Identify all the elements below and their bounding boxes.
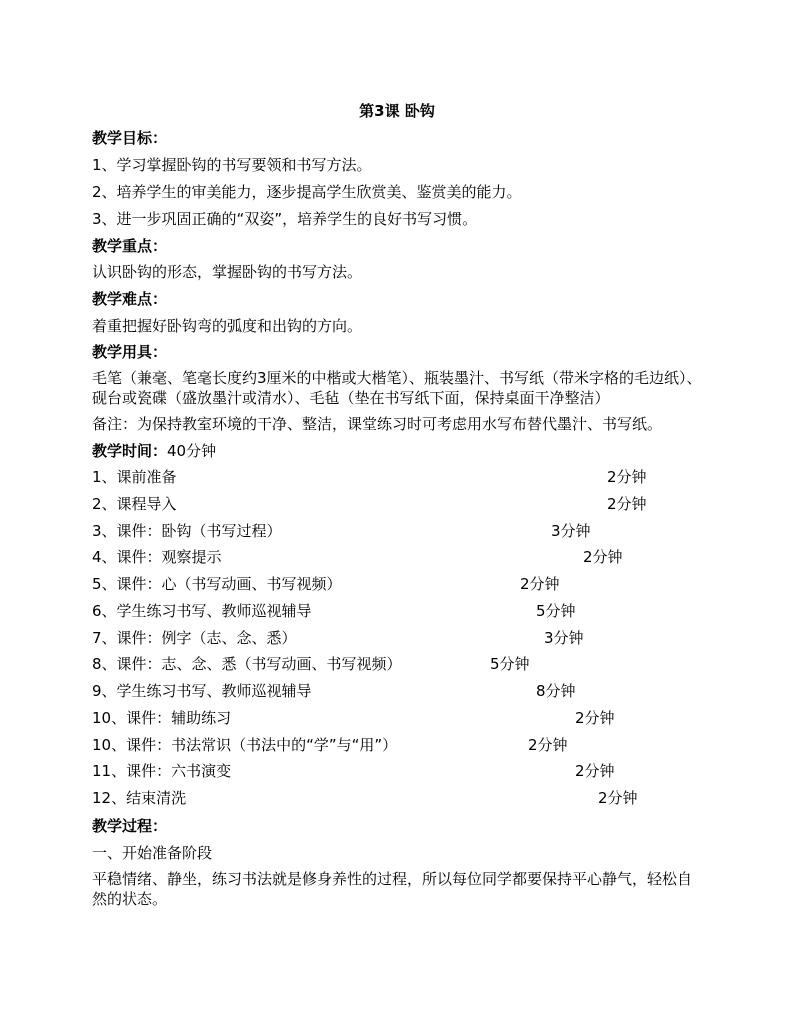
schedule-item-label: 2、课程导入 [92, 495, 177, 513]
schedule-row [92, 494, 647, 514]
schedule-item-label: 8、课件：志、念、悉（书写动画、书写视频） [92, 655, 402, 673]
schedule-row [92, 574, 560, 594]
schedule-item-label: 5、课件：心（书写动画、书写视频） [92, 575, 342, 593]
time-line [92, 441, 216, 461]
schedule-row [92, 521, 591, 541]
schedule-item-duration: 8分钟 [536, 682, 576, 700]
schedule-item-label: 9、学生练习书写、教师巡视辅导 [92, 682, 312, 700]
schedule-row [92, 547, 623, 567]
schedule-row [92, 788, 638, 808]
schedule-row [92, 601, 576, 621]
objective-item: 2、培养学生的审美能力，逐步提高学生欣赏美、鉴赏美的能力。 [92, 183, 522, 201]
schedule-row [92, 681, 576, 701]
schedule-item-label: 7、课件：例字（志、念、悉） [92, 629, 297, 647]
difficulties-heading: 教学难点： [92, 290, 168, 308]
time-total: 40分钟 [167, 442, 217, 460]
tools-heading: 教学用具： [92, 343, 168, 361]
schedule-item-label: 10、课件：辅助练习 [92, 709, 232, 727]
schedule-row [92, 761, 615, 781]
process-stage: 一、开始准备阶段 [92, 844, 213, 862]
schedule-item-duration: 3分钟 [544, 629, 584, 647]
schedule-item-label: 10、课件：书法常识（书法中的“学”与“用”） [92, 736, 398, 754]
schedule-item-label: 1、课前准备 [92, 468, 177, 486]
objectives-heading: 教学目标： [92, 129, 168, 147]
schedule-row [92, 628, 584, 648]
lesson-title: 第3课 卧钩 [359, 102, 435, 120]
schedule-row [92, 735, 568, 755]
process-text: 平稳情绪、静坐，练习书法就是修身养性的过程，所以每位同学都要保持平心静气，轻松自然的状态。 [92, 870, 693, 908]
difficulties-text: 着重把握好卧钩弯的弧度和出钩的方向。 [92, 317, 363, 335]
schedule-item-duration: 2分钟 [607, 468, 647, 486]
process-heading: 教学过程： [92, 817, 168, 835]
schedule-item-duration: 2分钟 [528, 736, 568, 754]
schedule-item-duration: 2分钟 [575, 709, 615, 727]
schedule-row [92, 654, 530, 674]
schedule-item-duration: 2分钟 [598, 789, 638, 807]
objective-item: 3、进一步巩固正确的“双姿”，培养学生的良好书写习惯。 [92, 210, 478, 228]
schedule-item-duration: 5分钟 [490, 655, 530, 673]
time-heading: 教学时间： [92, 442, 168, 460]
objective-item: 1、学习掌握卧钩的书写要领和书写方法。 [92, 156, 372, 174]
key-points-text: 认识卧钩的形态，掌握卧钩的书写方法。 [92, 263, 363, 281]
schedule-row [92, 467, 647, 487]
schedule-item-duration: 2分钟 [607, 495, 647, 513]
key-points-heading: 教学重点： [92, 237, 168, 255]
schedule-item-label: 12、结束清洗 [92, 789, 187, 807]
tools-text: 毛笔（兼毫、笔毫长度约3厘米的中楷或大楷笔）、瓶装墨汁、书写纸（带米字格的毛边纸）、砚台或瓷碟（盛放墨汁或清水）、毛毡（垫在书写纸下面，保持桌面干净整洁） [92, 369, 702, 407]
schedule-item-duration: 2分钟 [583, 548, 623, 566]
tools-note: 备注：为保持教室环境的干净、整洁，课堂练习时可考虑用水写布替代墨汁、书写纸。 [92, 415, 663, 433]
schedule-item-label: 3、课件：卧钩（书写过程） [92, 522, 282, 540]
schedule-row [92, 708, 615, 728]
schedule-item-duration: 3分钟 [551, 522, 591, 540]
schedule-item-duration: 2分钟 [520, 575, 560, 593]
schedule-item-label: 4、课件：观察提示 [92, 548, 222, 566]
schedule-item-label: 11、课件：六书演变 [92, 762, 232, 780]
schedule-item-duration: 5分钟 [536, 602, 576, 620]
schedule-item-label: 6、学生练习书写、教师巡视辅导 [92, 602, 312, 620]
schedule-item-duration: 2分钟 [575, 762, 615, 780]
